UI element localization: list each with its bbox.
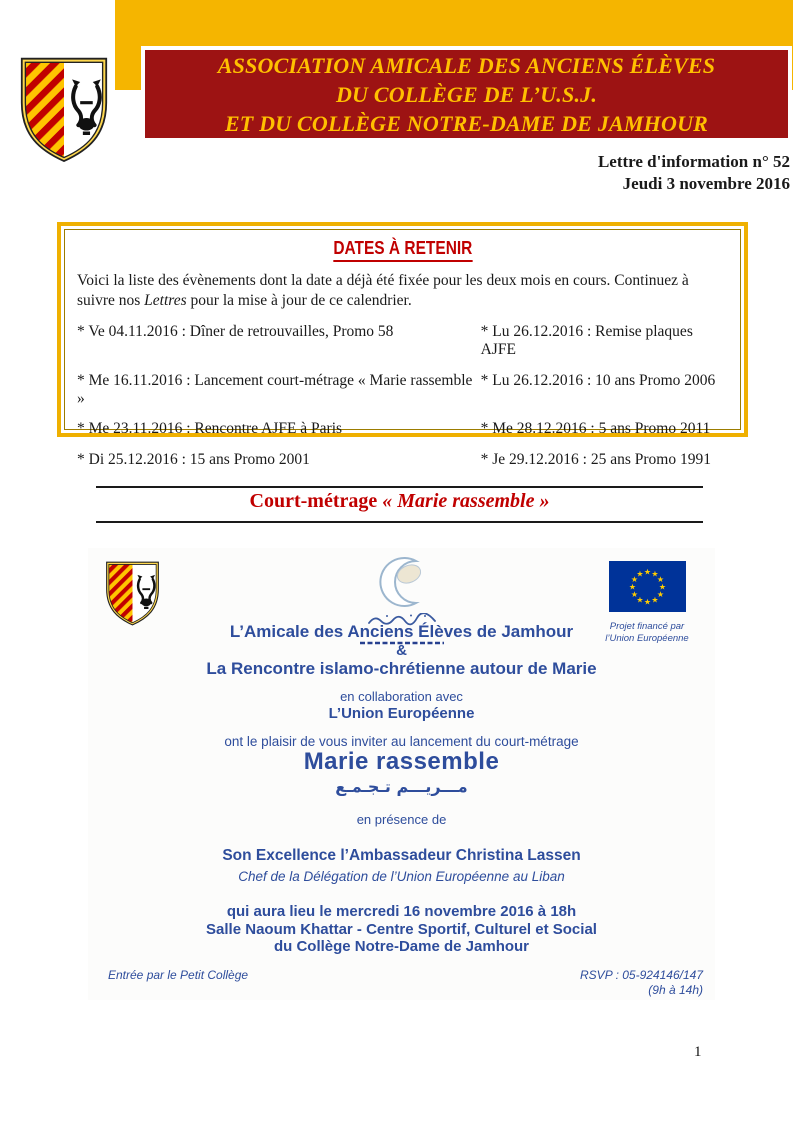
association-title-line3: ET DU COLLÈGE NOTRE-DAME DE JAMHOUR	[224, 110, 709, 136]
newsletter-info	[598, 151, 790, 195]
svg-text:★: ★	[635, 595, 644, 605]
svg-text:★: ★	[658, 582, 666, 592]
film-title: Marie rassemble	[303, 748, 500, 775]
event-item: * Ve 04.11.2016 : Dîner de retrouvailles, Promo 58	[77, 323, 394, 340]
svg-text:★: ★	[643, 567, 651, 577]
organizer-rencontre: La Rencontre islamo-chrétienne autour de Marie	[206, 659, 597, 678]
guest-name: Son Excellence l’Ambassadeur Christina Lassen	[222, 847, 581, 864]
event-item: * Me 28.12.2016 : 5 ans Promo 2011	[480, 420, 711, 437]
association-title-line1: ASSOCIATION AMICALE DES ANCIENS ÉLÈVES	[217, 52, 716, 78]
crescent-logo-icon	[371, 556, 433, 608]
event-datetime: qui aura lieu le mercredi 16 novembre 2016 à 18h	[226, 903, 577, 920]
collaboration-label: en collaboration avec	[340, 689, 463, 704]
svg-text:★: ★	[656, 590, 664, 599]
rsvp-block	[580, 968, 703, 998]
event-venue-line1: Salle Naoum Khattar - Centre Sportif, Culturel et Social	[206, 921, 597, 938]
eu-caption-line2: l’Union Européenne	[605, 633, 689, 644]
svg-text:★: ★	[643, 597, 651, 607]
section-rule-top	[96, 486, 703, 488]
dates-title-wrap	[77, 238, 728, 262]
section-title-film: « Marie rassemble »	[382, 490, 550, 512]
ampersand: &	[396, 642, 407, 659]
newsletter-number: Lettre d'information n° 52	[597, 152, 790, 171]
association-title-banner	[141, 46, 792, 142]
page-number: 1	[694, 1044, 702, 1060]
svg-text:★: ★	[656, 575, 664, 584]
entrance-note: Entrée par le Petit Collège	[108, 968, 249, 982]
invite-line: ont le plaisir de vous inviter au lancement du court-métrage	[224, 734, 579, 749]
dates-title: DATES À RETENIR	[333, 238, 472, 262]
organizer-amicale: L’Amicale des Anciens Élèves de Jamhour	[229, 622, 574, 641]
collaboration-partner: L’Union Européenne	[328, 705, 475, 722]
dates-intro-italic: Lettres	[144, 291, 187, 309]
section-title-prefix: Court-métrage	[249, 490, 383, 512]
dates-intro	[77, 271, 728, 310]
dates-box	[57, 222, 748, 468]
association-title-line2: DU COLLÈGE DE L’U.S.J.	[335, 81, 598, 107]
svg-text:★: ★	[650, 595, 659, 605]
event-item: * Di 25.12.2016 : 15 ans Promo 2001	[77, 450, 310, 468]
event-item: * Lu 26.12.2016 : 10 ans Promo 2006	[480, 371, 716, 389]
eu-flag-icon	[609, 561, 686, 612]
event-item: * Lu 26.12.2016 : Remise plaques AJFE	[480, 323, 693, 358]
newsletter-date: Jeudi 3 novembre 2016	[622, 174, 790, 193]
dates-intro-after: pour la mise à jour de ce calendrier.	[186, 291, 412, 309]
rsvp-hours: (9h à 14h)	[648, 983, 703, 997]
section-rule-bottom	[96, 521, 703, 523]
film-title-arabic: مـــريـــم تـجـمـع	[335, 777, 468, 796]
events-grid	[77, 323, 728, 469]
event-venue-line2: du Collège Notre-Dame de Jamhour	[273, 938, 530, 955]
svg-text:★: ★	[630, 590, 638, 599]
event-item: * Me 16.11.2016 : Lancement court-métrage « Marie rassemble »	[77, 371, 473, 407]
jamhour-crest-icon	[105, 560, 160, 626]
rsvp-phone: RSVP : 05-924146/147	[580, 968, 703, 982]
section-title	[96, 490, 703, 513]
dates-box-inner	[64, 229, 741, 468]
dates-intro-before: Voici la liste des évènements dont la date a déjà été fixée pour les deux mois en cours. Continuez à suivre nos	[77, 272, 689, 309]
svg-text:★: ★	[635, 569, 644, 579]
eu-caption-line1: Projet financé par	[609, 621, 685, 632]
event-item: * Je 29.12.2016 : 25 ans Promo 1991	[480, 450, 711, 468]
event-item: * Me 23.11.2016 : Rencontre AJFE à Paris	[77, 420, 343, 437]
presence-label: en présence de	[356, 812, 447, 827]
guest-title: Chef de la Délégation de l’Union Européenne au Liban	[238, 869, 565, 884]
svg-text:★: ★	[650, 569, 659, 579]
svg-text:★: ★	[630, 575, 638, 584]
svg-text:★: ★	[628, 582, 636, 592]
jamhour-crest-icon	[18, 56, 110, 162]
invitation-card	[88, 548, 715, 1000]
